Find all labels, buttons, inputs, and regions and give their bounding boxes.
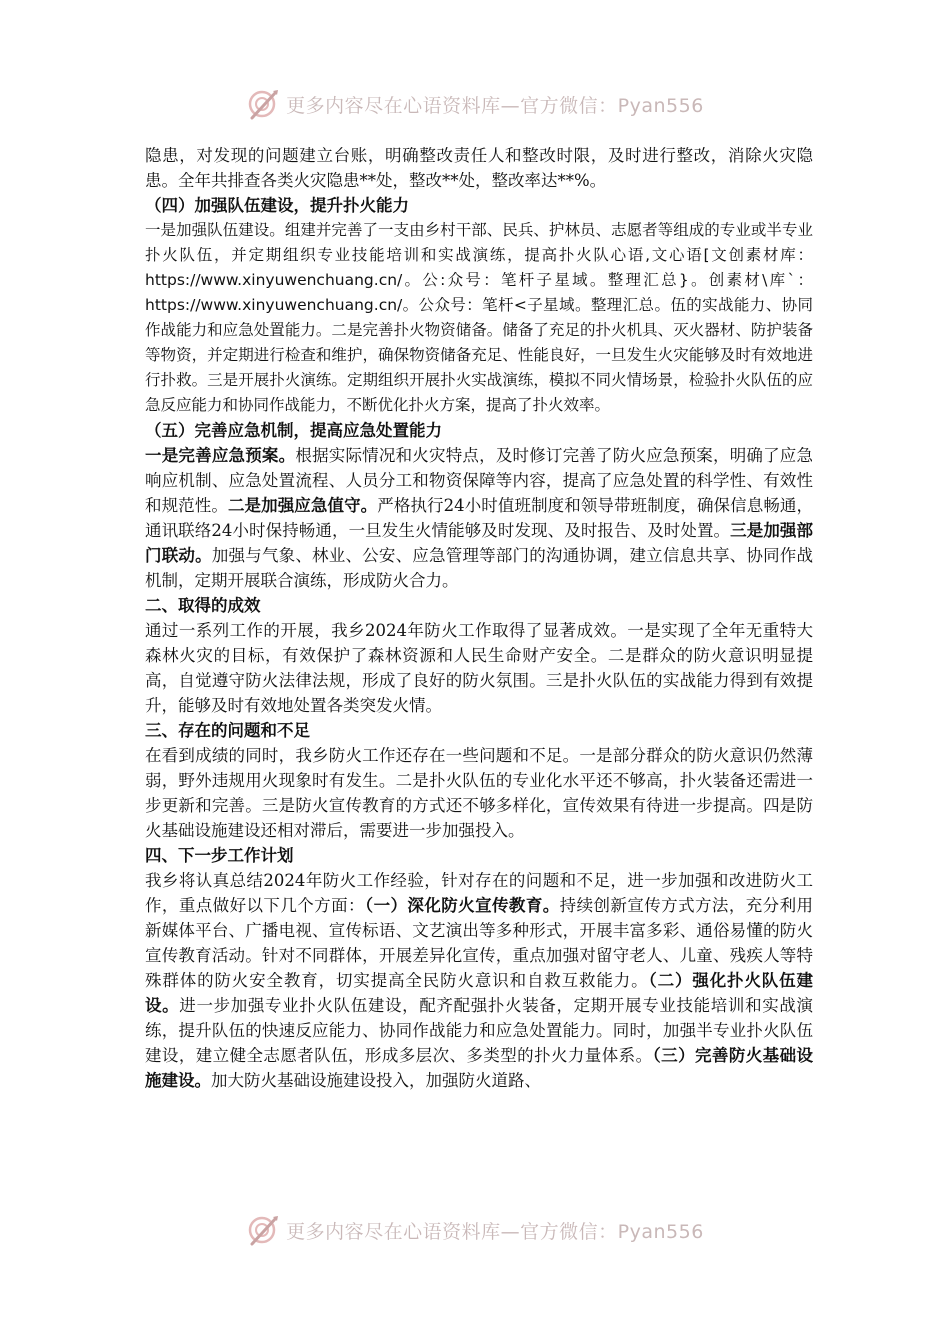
paragraph bbox=[145, 443, 813, 593]
text-run: 进一步加强专业扑火队伍建设，配齐配强扑火装备，定期开展专业技能培训和实战演练，提升队伍的快速反应能力、协同作战能力和应急处置能力。同时，加强半专业扑火队伍建设，建立健全志愿者队伍，形成多层次、多类型的扑火力量体系。 bbox=[145, 996, 814, 1065]
text-run: 根据实际情况和火灾特点，及时修订完善了防火应急预案，明确了应急响应机制、应急处置流程、人员分工和物资保障等内容，提高了应急处置的科学性、有效性和规范性。 bbox=[145, 446, 814, 515]
header-watermark bbox=[0, 84, 950, 124]
pen-logo-icon bbox=[246, 1212, 282, 1248]
bold-lead: 二是加强应急值守。 bbox=[227, 496, 378, 515]
text-run: 加强与气象、林业、公安、应急管理等部门的沟通协调，建立信息共享、协同作战机制，定期开展联合演练，形成防火合力。 bbox=[145, 546, 814, 590]
section-heading: 二、取得的成效 bbox=[145, 596, 261, 615]
pen-logo-icon bbox=[246, 86, 282, 122]
paragraph: 一是加强队伍建设。组建并完善了一支由乡村干部、民兵、护林员、志愿者等组成的专业或半专业扑火队伍，并定期组织专业技能培训和实战演练，提高扑火队心语,文心语[文创素材库：https://www.xinyuwenchuang.cn/。公:众号：笔杆子星域。整理汇总}。创素材\库`：https://www.xinyuwenchuang.cn/。公众号：笔杆<子星域。整理汇总。伍的实战能力、协同作战能力和应急处置能力。二是完善扑火物资储备。储备了充足的扑火机具、灭火器材、防护装备等物资，并定期进行检查和维护，确保物资储备充足、性能良好，一旦发生火灾能够及时有效地进行扑救。三是开展扑火演练。定期组织开展扑火实战演练，模拟不同火情场景，检验扑火队伍的应急反应能力和协同作战能力，不断优化扑火方案，提高了扑火效率。 bbox=[145, 221, 813, 414]
section-heading: 三、存在的问题和不足 bbox=[145, 721, 310, 740]
watermark-text: 更多内容尽在心语资料库—官方微信：Pyan556 bbox=[286, 94, 704, 117]
paragraph: 隐患，对发现的问题建立台账，明确整改责任人和整改时限，及时进行整改，消除火灾隐患。全年共排查各类火灾隐患**处，整改**处，整改率达**%。 bbox=[145, 146, 813, 190]
section-heading: 四、下一步工作计划 bbox=[145, 846, 294, 865]
text-run: 我乡将认真总结2024年防火工作经验，针对存在的问题和不足，进一步加强和改进防火工作，重点做好以下几个方面： bbox=[145, 871, 813, 915]
bold-lead: 三是加强部门联动。 bbox=[145, 521, 813, 565]
document-body bbox=[145, 143, 813, 1093]
paragraph: 在看到成绩的同时，我乡防火工作还存在一些问题和不足。一是部分群众的防火意识仍然薄弱，野外违规用火现象时有发生。二是扑火队伍的专业化水平还不够高，扑火装备还需进一步更新和完善。三是防火宣传教育的方式还不够多样化，宣传效果有待进一步提高。四是防火基础设施建设还相对滞后，需要进一步加强投入。 bbox=[145, 746, 813, 840]
bold-lead: 一是完善应急预案。 bbox=[145, 446, 296, 465]
bold-lead: （一）深化防火宣传教育。 bbox=[364, 896, 560, 915]
paragraph bbox=[145, 868, 813, 1093]
section-heading: （五）完善应急机制，提高应急处置能力 bbox=[145, 421, 442, 440]
watermark-text: 更多内容尽在心语资料库—官方微信：Pyan556 bbox=[286, 1220, 704, 1243]
bold-lead: （三）完善防火基础设施建设。 bbox=[145, 1046, 814, 1090]
paragraph: 通过一系列工作的开展，我乡2024年防火工作取得了显著成效。一是实现了全年无重特大森林火灾的目标，有效保护了森林资源和人民生命财产安全。二是群众的防火意识明显提高，自觉遵守防火法律法规，形成了良好的防火氛围。三是扑火队伍的实战能力得到有效提升，能够及时有效地处置各类突发火情。 bbox=[145, 621, 813, 715]
text-run: 加大防火基础设施建设投入，加强防火道路、 bbox=[211, 1071, 541, 1090]
text-run: 严格执行24小时值班制度和领导带班制度，确保信息畅通，通讯联络24小时保持畅通，一旦发生火情能够及时发现、及时报告、及时处置。 bbox=[145, 496, 814, 540]
text-run: 持续创新宣传方式方法，充分利用新媒体平台、广播电视、宣传标语、文艺演出等多种形式，开展丰富多彩、通俗易懂的防火宣传教育活动。针对不同群体，开展差异化宣传，重点加强对留守老人、儿童、残疾人等特殊群体的防火安全教育，切实提高全民防火意识和自救互救能力。 bbox=[145, 896, 814, 990]
section-heading: （四）加强队伍建设，提升扑火能力 bbox=[145, 196, 409, 215]
footer-watermark bbox=[0, 1210, 950, 1250]
bold-lead: （二）强化扑火队伍建设。 bbox=[145, 971, 814, 1015]
